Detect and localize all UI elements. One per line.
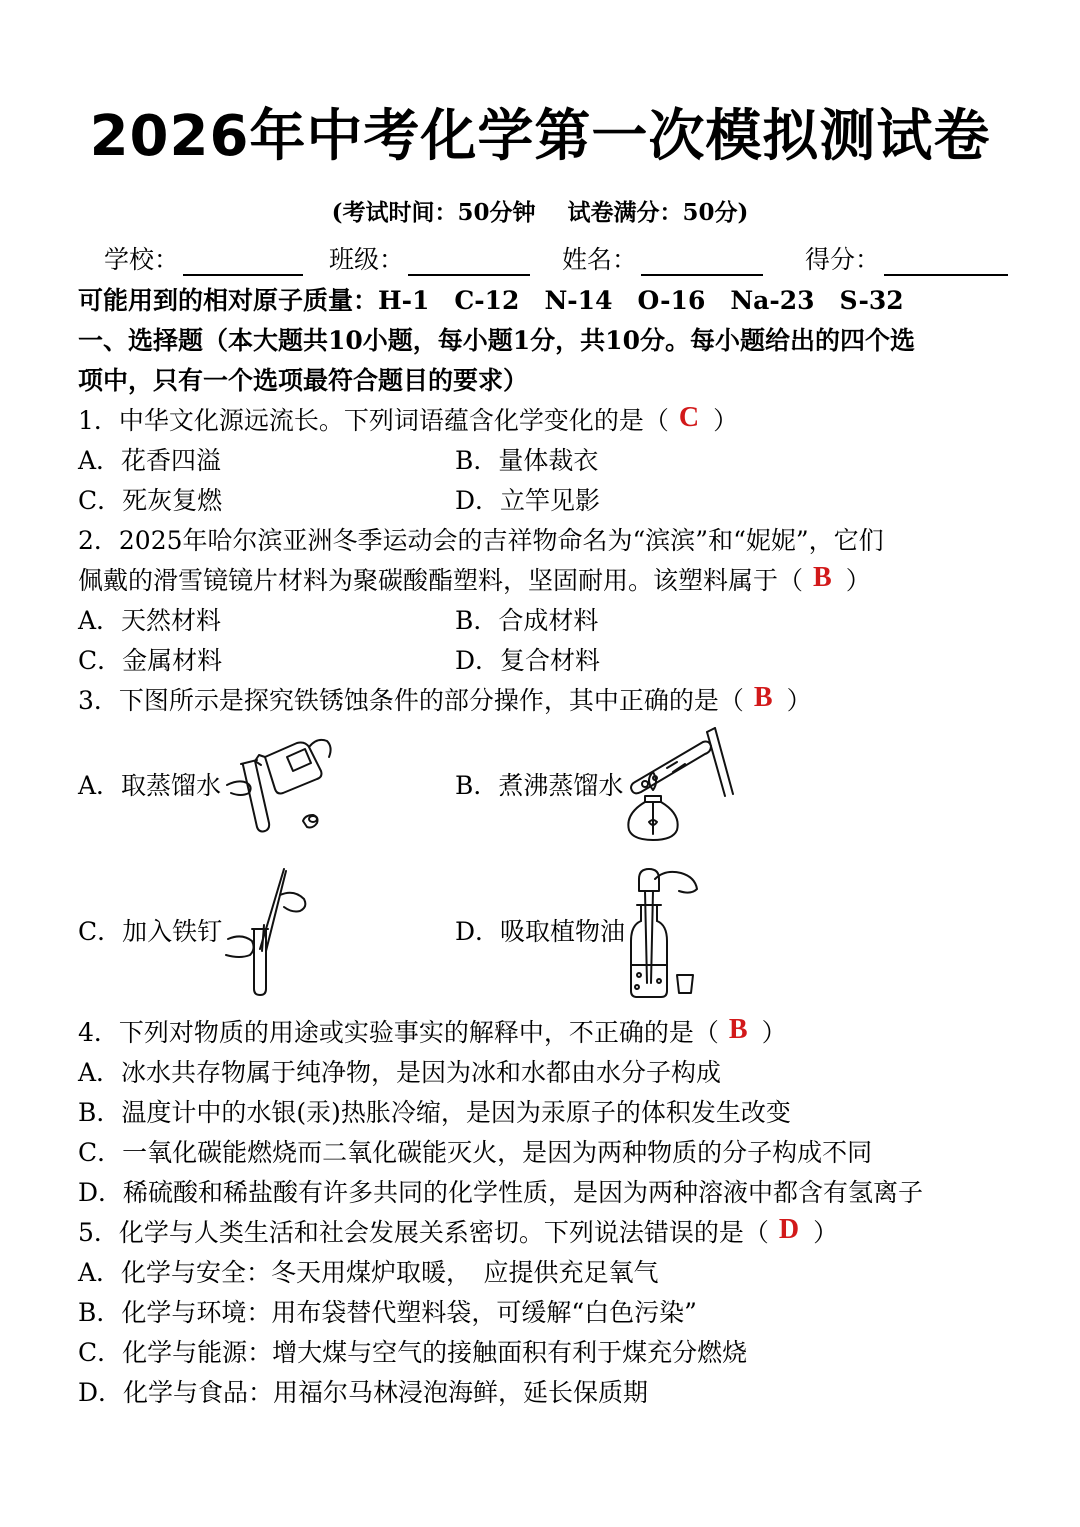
q5-option-a: A．化学与安全：冬天用煤炉取暖， 应提供充足氧气 — [78, 1258, 659, 1287]
boiling-water-figure — [615, 722, 735, 846]
q3-option-b: B．煮沸蒸馏水 — [455, 771, 624, 800]
section-heading-1: 一、选择题（本大题共10小题，每小题1分，共10分。每小题给出的四个选 — [78, 326, 915, 355]
q4-option-a: A．冰水共存物属于纯净物，是因为冰和水都由水分子构成 — [78, 1058, 722, 1087]
name-field — [562, 240, 763, 276]
q5-option-d: D．化学与食品：用福尔马林浸泡海鲜，延长保质期 — [78, 1378, 649, 1407]
q2-stem-1: 2．2025年哈尔滨亚洲冬季运动会的吉祥物命名为“滨滨”和“妮妮”，它们 — [78, 526, 884, 555]
school-field — [104, 240, 303, 276]
q1-option-c: C．死灰复燃 — [78, 486, 223, 515]
q5-answer: D — [778, 1214, 800, 1245]
q3-option-a: A．取蒸馏水 — [78, 771, 222, 800]
q4-option-c: C．一氧化碳能燃烧而二氧化碳能灭火，是因为两种物质的分子构成不同 — [78, 1138, 873, 1167]
class-label: 班级： — [329, 245, 405, 274]
full-score: 试卷满分：50分) — [567, 199, 749, 226]
q2-stem-text: 佩戴的滑雪镜镜片材料为聚碳酸酯塑料，坚固耐用。该塑料属于（ — [78, 566, 804, 595]
q4-stem-text: 4．下列对物质的用途或实验事实的解释中，不正确的是（ — [78, 1018, 719, 1047]
q1-answer: C — [678, 402, 700, 433]
q4-option-d: D．稀硫酸和稀盐酸有许多共同的化学性质，是因为两种溶液中都含有氢离子 — [78, 1178, 924, 1207]
q2-option-c: C．金属材料 — [78, 646, 223, 675]
q5-option-c: C．化学与能源：增大煤与空气的接触面积有利于煤充分燃烧 — [78, 1338, 748, 1367]
q1-option-b: B．量体裁衣 — [455, 446, 599, 475]
q3-answer: B — [753, 682, 773, 713]
q1-option-d: D．立竿见影 — [455, 486, 601, 515]
dropper-bottle-figure — [625, 865, 705, 1004]
score-blank[interactable] — [884, 244, 1008, 276]
q2-option-a: A．天然材料 — [78, 606, 222, 635]
q5-stem — [78, 1214, 839, 1248]
q2-option-b: B．合成材料 — [455, 606, 599, 635]
q1-stem — [78, 402, 739, 436]
q1-stem-text: 1．中华文化源远流长。下列词语蕴含化学变化的是（ — [78, 406, 669, 435]
school-label: 学校： — [104, 245, 180, 274]
q3-stem — [78, 682, 812, 716]
score-field — [805, 240, 1008, 276]
atomic-mass-line: 可能用到的相对原子质量：H-1 C-12 N-14 O-16 Na-23 S-32 — [78, 286, 904, 315]
q3-option-c: C．加入铁钉 — [78, 917, 223, 946]
q5-close: ） — [813, 1218, 839, 1247]
name-blank[interactable] — [641, 244, 763, 276]
exam-time: (考试时间：50分钟 — [331, 199, 536, 226]
page-title: 2026年中考化学第一次模拟测试卷 — [89, 104, 991, 169]
exam-meta — [0, 194, 1080, 227]
class-blank[interactable] — [408, 244, 530, 276]
q3-close: ） — [786, 686, 812, 715]
section-heading-2: 项中，只有一个选项最符合题目的要求） — [78, 366, 529, 395]
q4-option-b: B．温度计中的水银(汞)热胀冷缩，是因为汞原子的体积发生改变 — [78, 1098, 791, 1127]
school-blank[interactable] — [183, 244, 303, 276]
adding-nail-figure — [222, 865, 322, 1004]
q4-close: ） — [761, 1018, 787, 1047]
q5-stem-text: 5．化学与人类生活和社会发展关系密切。下列说法错误的是（ — [78, 1218, 769, 1247]
student-info-row — [104, 240, 1014, 276]
q1-option-a: A．花香四溢 — [78, 446, 222, 475]
q2-option-d: D．复合材料 — [455, 646, 601, 675]
q1-close: ） — [713, 406, 739, 435]
q2-stem-2 — [78, 562, 871, 596]
class-field — [329, 240, 530, 276]
q4-answer: B — [728, 1014, 748, 1045]
q2-close: ） — [845, 566, 871, 595]
q5-option-b: B．化学与环境：用布袋替代塑料袋，可缓解“白色污染” — [78, 1298, 697, 1327]
q3-stem-text: 3．下图所示是探究铁锈蚀条件的部分操作，其中正确的是（ — [78, 686, 744, 715]
q3-option-d: D．吸取植物油 — [455, 917, 626, 946]
score-label: 得分： — [805, 245, 881, 274]
name-label: 姓名： — [562, 245, 638, 274]
q2-answer: B — [813, 562, 832, 593]
q4-stem — [78, 1014, 787, 1048]
pouring-water-figure — [225, 735, 335, 839]
